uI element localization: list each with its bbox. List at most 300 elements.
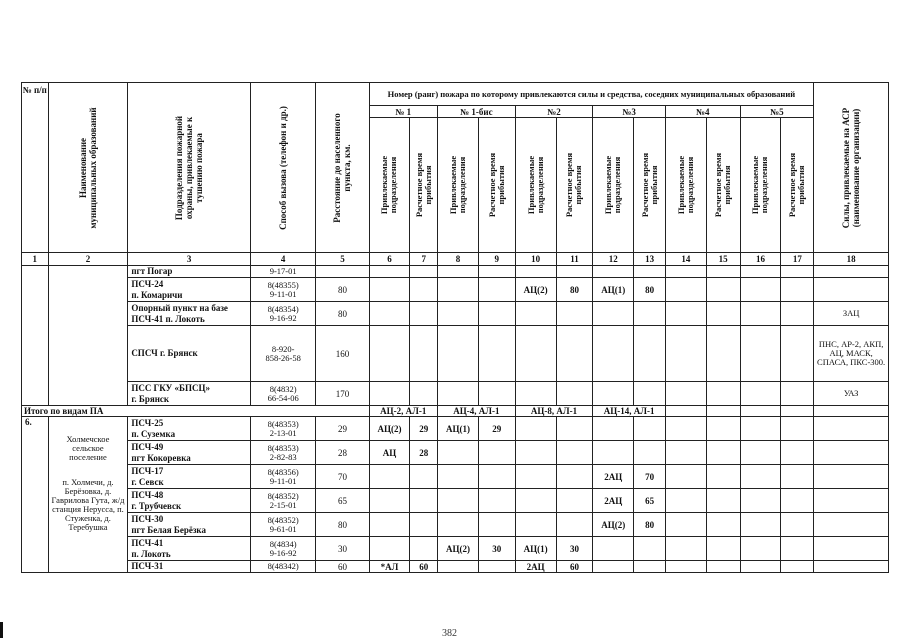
page-number: 382 (442, 628, 457, 639)
unit-cell (128, 266, 251, 278)
rank-cell-c7: 29 (410, 417, 438, 441)
phone-cell (250, 513, 315, 537)
rank-cell-c9 (478, 278, 515, 302)
header-sub-time: Расчетное время прибытия (556, 118, 593, 253)
rank-cell-c13: 65 (634, 489, 666, 513)
rank-cell-c13 (634, 441, 666, 465)
phone-cell-line: 8(4832) (269, 383, 297, 394)
unit-cell (128, 326, 251, 382)
rank-cell-c11 (556, 302, 593, 326)
rank-cell-c6 (369, 513, 410, 537)
rank-cell-c12: АЦ(1) (593, 278, 634, 302)
table-row (22, 441, 889, 465)
rank-cell-asr (814, 441, 889, 465)
phone-cell (250, 302, 315, 326)
rank-cell-c12: 2АЦ (593, 489, 634, 513)
rank-cell-c10 (515, 326, 556, 382)
rank-cell-r4a (665, 561, 706, 573)
rank-cell-c9 (478, 513, 515, 537)
header-rank-1: № 1 (369, 106, 437, 118)
header-asr: Силы, привлекаемые на АСР (наименование организации) (814, 83, 889, 253)
asr-cell: ЗАЦ (814, 302, 889, 326)
header-call-method: Способ вызова (телефон и др.) (250, 83, 315, 253)
rank-cell-c9: 29 (478, 417, 515, 441)
rank-cell-c6 (369, 302, 410, 326)
rank-cell-r5a (740, 302, 781, 326)
rank-cell-c10 (515, 382, 556, 406)
phone-cell-line: 66-54-06 (267, 392, 299, 403)
rank-cell-c13 (634, 561, 666, 573)
rank-cell-c11: 60 (556, 561, 593, 573)
header-sub-units: Привлекаемые подразделения (665, 118, 706, 253)
rank-cell-r5b (781, 537, 814, 561)
fire-forces-table (21, 82, 889, 573)
header-sub-time: Расчетное время прибытия (634, 118, 666, 253)
column-number: 10 (515, 253, 556, 266)
column-number: 2 (48, 253, 128, 266)
unit-cell (128, 417, 251, 441)
totals-label: Итого по видам ПА (22, 406, 370, 417)
rank-cell-r5b (781, 266, 814, 278)
phone-cell-line: 8(48356) (267, 466, 299, 477)
rank-cell-c12: АЦ(2) (593, 513, 634, 537)
distance-cell: 65 (316, 489, 369, 513)
rank-cell-c9 (478, 441, 515, 465)
phone-cell-line: 9-61-01 (269, 523, 297, 534)
column-number: 18 (814, 253, 889, 266)
table-row (22, 561, 889, 573)
rank-cell-c13 (634, 537, 666, 561)
rank-cell-r5a (740, 278, 781, 302)
column-number-row (22, 253, 889, 266)
header-sub-units: Привлекаемые подразделения (593, 118, 634, 253)
rank-cell-asr (814, 489, 889, 513)
phone-cell (250, 266, 315, 278)
header-sub-units: Привлекаемые подразделения (369, 118, 410, 253)
unit-cell (128, 561, 251, 573)
unit-cell-line: ПСЧ-48 (131, 489, 164, 500)
header-rank-4: №4 (665, 106, 740, 118)
distance-cell: 60 (316, 561, 369, 573)
rank-cell-c8: АЦ(1) (438, 417, 479, 441)
header-sub-units: Привлекаемые подразделения (515, 118, 556, 253)
rank-cell-c7 (410, 266, 438, 278)
header-rank-5: №5 (740, 106, 814, 118)
distance-cell: 80 (316, 278, 369, 302)
rank-cell-c8 (438, 441, 479, 465)
rank-cell-c9 (478, 382, 515, 406)
rank-cell-r4a (665, 441, 706, 465)
rank-cell-c7 (410, 465, 438, 489)
phone-cell-line: 8(48342) (267, 561, 299, 571)
rank-cell-r5b (781, 441, 814, 465)
rank-cell-c12 (593, 561, 634, 573)
rank-cell-c8: АЦ(2) (438, 537, 479, 561)
column-number: 8 (438, 253, 479, 266)
rank-cell-c10: АЦ(2) (515, 278, 556, 302)
rank-cell-r5b (781, 417, 814, 441)
rank-cell-c7 (410, 326, 438, 382)
rank-cell-c12 (593, 326, 634, 382)
rank-cell-r5a (740, 489, 781, 513)
totals-empty (665, 406, 706, 417)
phone-cell-line: 9-11-01 (269, 475, 297, 486)
phone-cell-line: 8(48353) (267, 418, 299, 429)
column-number: 14 (665, 253, 706, 266)
phone-cell-line: 9-11-01 (269, 288, 297, 299)
totals-empty (781, 406, 814, 417)
column-number: 7 (410, 253, 438, 266)
rank-cell-c6: *АЛ (369, 561, 410, 573)
rank-cell-c8 (438, 561, 479, 573)
table-row (22, 489, 889, 513)
phone-cell-line: 8(4834) (269, 538, 297, 549)
row-number-cell (22, 266, 49, 406)
table-row (22, 465, 889, 489)
rank-cell-c10 (515, 489, 556, 513)
rank-cell-r5b (781, 278, 814, 302)
rank-cell-r5b (781, 302, 814, 326)
column-number: 11 (556, 253, 593, 266)
phone-cell-line: 9-16-92 (269, 547, 297, 558)
column-number: 12 (593, 253, 634, 266)
rank-cell-c13 (634, 382, 666, 406)
column-number: 16 (740, 253, 781, 266)
unit-cell-line: г. Трубчевск (131, 500, 182, 511)
header-rank-3: №3 (593, 106, 666, 118)
totals-empty (814, 406, 889, 417)
column-number: 1 (22, 253, 49, 266)
header-sub-time: Расчетное время прибытия (410, 118, 438, 253)
rank-cell-r4b (706, 382, 740, 406)
rank-cell-r4a (665, 302, 706, 326)
rank-cell-r4b (706, 513, 740, 537)
row-number-cell: 6. (22, 417, 49, 573)
column-number: 13 (634, 253, 666, 266)
unit-cell-line: Опорный пункт на базе (131, 302, 228, 313)
rank-cell-c8 (438, 513, 479, 537)
rank-cell-c6 (369, 266, 410, 278)
rank-cell-r4a (665, 513, 706, 537)
phone-cell-line: 8(48355) (267, 279, 299, 290)
rank-cell-c7: 28 (410, 441, 438, 465)
phone-cell-line: 8-920- (271, 343, 295, 354)
phone-cell-line: 858-26-58 (265, 352, 301, 363)
rank-cell-r5a (740, 326, 781, 382)
unit-cell-line: ПСЧ-41 п. Локоть (131, 313, 205, 324)
rank-cell-c10 (515, 266, 556, 278)
header-rank-group: Номер (ранг) пожара по которому привлекаются силы и средства, соседних муниципальных образований (369, 83, 814, 106)
column-number: 4 (250, 253, 315, 266)
header-sub-units: Привлекаемые подразделения (438, 118, 479, 253)
unit-cell (128, 513, 251, 537)
rank-cell-asr (814, 561, 889, 573)
rank-cell-c6 (369, 537, 410, 561)
totals-rank-2: АЦ-8, АЛ-1 (515, 406, 593, 417)
header-rank-1bis: № 1-бис (438, 106, 516, 118)
rank-cell-r4b (706, 465, 740, 489)
rank-cell-c8 (438, 382, 479, 406)
rank-cell-c13: 80 (634, 278, 666, 302)
unit-cell-line: пгт Погар (131, 266, 173, 276)
rank-cell-c7: 60 (410, 561, 438, 573)
unit-cell-line: пгт Белая Берёзка (131, 524, 206, 535)
rank-cell-c7 (410, 513, 438, 537)
rank-cell-r4a (665, 382, 706, 406)
header-sub-time: Расчетное время прибытия (478, 118, 515, 253)
column-number: 6 (369, 253, 410, 266)
phone-cell-line: 9-17-01 (269, 266, 297, 276)
municipality-cell (48, 266, 128, 406)
asr-cell: УАЗ (814, 382, 889, 406)
header-rank-2: №2 (515, 106, 593, 118)
unit-cell-line: СПСЧ г. Брянск (131, 348, 198, 358)
header-sub-units: Привлекаемые подразделения (740, 118, 781, 253)
column-number: 3 (128, 253, 251, 266)
rank-cell-r5a (740, 441, 781, 465)
unit-cell-line: ПСЧ-30 (131, 513, 164, 524)
rank-cell-r5a (740, 417, 781, 441)
totals-empty (706, 406, 740, 417)
totals-rank-1: АЦ-2, АЛ-1 (369, 406, 437, 417)
rank-cell-c6: АЦ(2) (369, 417, 410, 441)
rank-cell-r4a (665, 489, 706, 513)
rank-cell-c8 (438, 489, 479, 513)
distance-cell (316, 266, 369, 278)
rank-cell-r4b (706, 302, 740, 326)
rank-cell-r4b (706, 561, 740, 573)
rank-cell-r4a (665, 326, 706, 382)
distance-cell: 170 (316, 382, 369, 406)
rank-cell-r5b (781, 513, 814, 537)
rank-cell-c12 (593, 382, 634, 406)
phone-cell-line: 8(48352) (267, 514, 299, 525)
rank-cell-c12 (593, 417, 634, 441)
rank-cell-c12 (593, 537, 634, 561)
phone-cell-line: 8(48352) (267, 490, 299, 501)
rank-cell-asr (814, 537, 889, 561)
rank-cell-c11: 30 (556, 537, 593, 561)
rank-cell-r4b (706, 489, 740, 513)
rank-cell-c7 (410, 278, 438, 302)
unit-cell-line: г. Брянск (131, 393, 170, 404)
distance-cell: 80 (316, 513, 369, 537)
table-row (22, 513, 889, 537)
rank-cell-c13: 70 (634, 465, 666, 489)
phone-cell (250, 561, 315, 573)
rank-cell-c9 (478, 302, 515, 326)
header-number: № п/п (22, 83, 49, 253)
rank-cell-c7 (410, 302, 438, 326)
unit-cell-line: ПСЧ-41 (131, 537, 164, 548)
column-number: 15 (706, 253, 740, 266)
rank-cell-r4a (665, 278, 706, 302)
rank-cell-c11 (556, 266, 593, 278)
rank-cell-c11 (556, 326, 593, 382)
unit-cell-line: ПСЧ-31 (131, 561, 164, 571)
unit-cell-line: ПСЧ-25 (131, 417, 164, 428)
unit-cell-line: ПСЧ-17 (131, 465, 164, 476)
unit-cell-line: п. Суземка (131, 428, 176, 439)
rank-cell-c10 (515, 513, 556, 537)
municipality-name: Холмечское сельское поселение (66, 434, 110, 462)
rank-cell-c6: АЦ (369, 441, 410, 465)
header-sub-time: Расчетное время прибытия (706, 118, 740, 253)
rank-cell-c8 (438, 266, 479, 278)
unit-cell-line: г. Севск (131, 476, 164, 487)
rank-cell-c8 (438, 465, 479, 489)
rank-cell-c13 (634, 326, 666, 382)
rank-cell-c10: 2АЦ (515, 561, 556, 573)
rank-cell-asr (814, 417, 889, 441)
rank-cell-c8 (438, 326, 479, 382)
unit-cell-line: пгт Кокоревка (131, 452, 191, 463)
rank-cell-c11 (556, 441, 593, 465)
rank-cell-c7 (410, 537, 438, 561)
unit-cell-line: п. Комаричи (131, 289, 183, 300)
rank-cell-c9 (478, 266, 515, 278)
rank-cell-r5a (740, 465, 781, 489)
rank-cell-r4b (706, 266, 740, 278)
rank-cell-c6 (369, 278, 410, 302)
rank-cell-c6 (369, 465, 410, 489)
phone-cell (250, 417, 315, 441)
rank-cell-r5a (740, 537, 781, 561)
rank-cell-c10 (515, 302, 556, 326)
rank-cell-r4b (706, 278, 740, 302)
rank-cell-r4b (706, 326, 740, 382)
phone-cell (250, 465, 315, 489)
phone-cell (250, 489, 315, 513)
rank-cell-r4a (665, 537, 706, 561)
rank-cell-c6 (369, 489, 410, 513)
unit-cell-line: ПСС ГКУ «БПСЦ» (131, 382, 210, 393)
unit-cell (128, 441, 251, 465)
rank-cell-c12 (593, 441, 634, 465)
phone-cell-line: 2-15-01 (269, 499, 297, 510)
binding-mark (0, 622, 3, 638)
rank-cell-c10: АЦ(1) (515, 537, 556, 561)
rank-cell-r5a (740, 266, 781, 278)
rank-cell-r5a (740, 561, 781, 573)
rank-cell-c10 (515, 417, 556, 441)
distance-cell: 28 (316, 441, 369, 465)
rank-cell-c11 (556, 489, 593, 513)
rank-cell-c9: 30 (478, 537, 515, 561)
rank-cell-r5b (781, 489, 814, 513)
rank-cell-r5b (781, 326, 814, 382)
rank-cell-c8 (438, 302, 479, 326)
rank-cell-c7 (410, 489, 438, 513)
phone-cell (250, 537, 315, 561)
phone-cell-line: 9-16-92 (269, 312, 297, 323)
totals-rank-1bis: АЦ-4, АЛ-1 (438, 406, 516, 417)
table-row (22, 266, 889, 278)
rank-cell-c9 (478, 489, 515, 513)
header-sub-time: Расчетное время прибытия (781, 118, 814, 253)
unit-cell (128, 382, 251, 406)
asr-cell: ПНС, АР-2, АКП, АЦ, МАСК, СПАСА, ПКС-300. (814, 326, 889, 382)
rank-cell-c10 (515, 441, 556, 465)
rank-cell-r4a (665, 465, 706, 489)
table-row (22, 382, 889, 406)
column-number: 9 (478, 253, 515, 266)
rank-cell-c13 (634, 266, 666, 278)
phone-cell (250, 278, 315, 302)
distance-cell: 80 (316, 302, 369, 326)
table-row (22, 302, 889, 326)
rank-cell-r4b (706, 441, 740, 465)
municipality-cell (48, 417, 128, 573)
rank-cell-c11: 80 (556, 278, 593, 302)
unit-cell (128, 302, 251, 326)
totals-rank-3: АЦ-14, АЛ-1 (593, 406, 666, 417)
table-row (22, 537, 889, 561)
phone-cell (250, 326, 315, 382)
phone-cell-line: 8(48353) (267, 442, 299, 453)
rank-cell-c12 (593, 302, 634, 326)
rank-cell-c13 (634, 302, 666, 326)
asr-cell (814, 278, 889, 302)
rank-cell-r4a (665, 266, 706, 278)
rank-cell-c6 (369, 326, 410, 382)
column-number: 5 (316, 253, 369, 266)
unit-cell (128, 278, 251, 302)
asr-cell (814, 266, 889, 278)
phone-cell-line: 2-82-83 (269, 451, 297, 462)
unit-cell-line: ПСЧ-49 (131, 441, 164, 452)
rank-cell-r4b (706, 537, 740, 561)
header-municipality: Наименование муниципальных образований (48, 83, 128, 253)
rank-cell-r4a (665, 417, 706, 441)
rank-cell-c11 (556, 382, 593, 406)
rank-cell-r4b (706, 417, 740, 441)
rank-cell-c10 (515, 465, 556, 489)
distance-cell: 70 (316, 465, 369, 489)
unit-cell (128, 465, 251, 489)
rank-cell-r5b (781, 465, 814, 489)
phone-cell-line: 8(48354) (267, 303, 299, 314)
unit-cell-line: п. Локоть (131, 548, 171, 559)
column-number: 17 (781, 253, 814, 266)
phone-cell (250, 441, 315, 465)
settlements-list: п. Холмечи, д. Берёзовка, д. Гавриловa Гута, ж/д станция Нерусса, п. Стуженка, д. Теребушка (51, 477, 125, 532)
distance-cell: 29 (316, 417, 369, 441)
rank-cell-c9 (478, 465, 515, 489)
rank-cell-c7 (410, 382, 438, 406)
rank-cell-c9 (478, 326, 515, 382)
rank-cell-c6 (369, 382, 410, 406)
rank-cell-asr (814, 513, 889, 537)
phone-cell-line: 2-13-01 (269, 427, 297, 438)
rank-cell-r5a (740, 513, 781, 537)
rank-cell-c13 (634, 417, 666, 441)
totals-row (22, 406, 889, 417)
unit-cell (128, 489, 251, 513)
unit-cell (128, 537, 251, 561)
rank-cell-r5a (740, 382, 781, 406)
rank-cell-c12 (593, 266, 634, 278)
rank-cell-c13: 80 (634, 513, 666, 537)
distance-cell: 30 (316, 537, 369, 561)
header-unit: Подразделения пожарной охраны, привлекаемые к тушению пожара (128, 83, 251, 253)
phone-cell (250, 382, 315, 406)
rank-cell-c11 (556, 417, 593, 441)
rank-cell-c11 (556, 465, 593, 489)
totals-empty (740, 406, 781, 417)
table-body (22, 253, 889, 573)
rank-cell-c12: 2АЦ (593, 465, 634, 489)
